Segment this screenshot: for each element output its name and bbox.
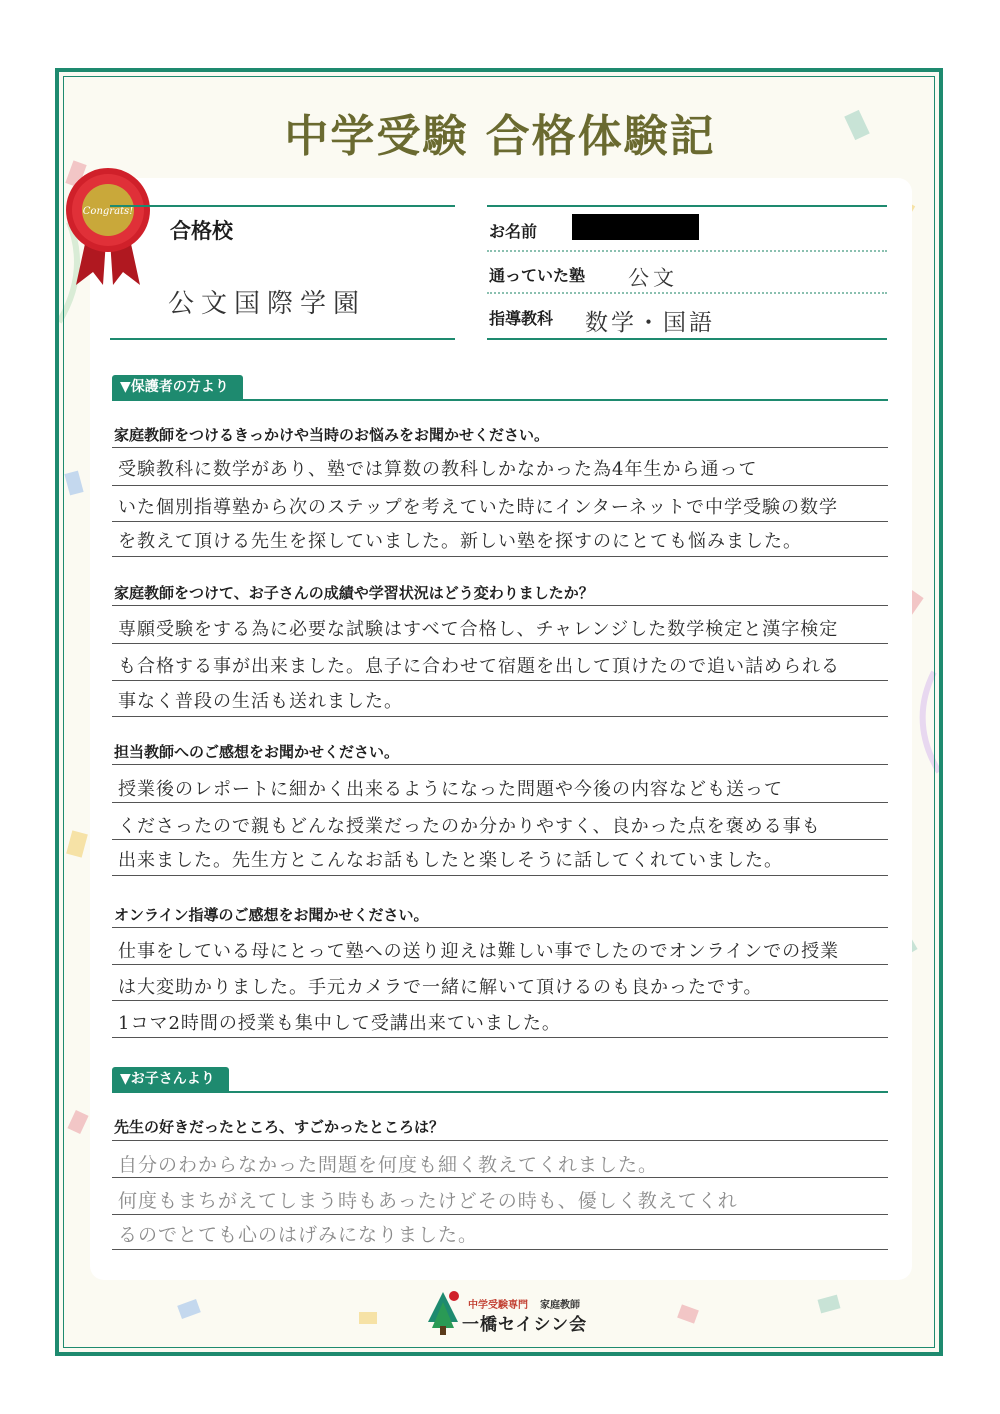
content-card — [90, 178, 912, 1280]
name-label: お名前 — [489, 222, 538, 241]
answer-rule — [112, 1140, 888, 1141]
question-3: 担当教師へのご感想をお聞かせください。 — [114, 743, 400, 761]
answer-rule — [112, 643, 888, 644]
answer-rule — [112, 485, 888, 486]
parent-section-line — [112, 399, 888, 401]
answer-line: 仕事をしている母にとって塾への送り迎えは難しい事でしたのでオンラインでの授業 — [118, 941, 840, 962]
footer-tag-specialty: 中学受験専門 — [468, 1300, 528, 1311]
answer-rule — [112, 839, 888, 840]
rosette-text: Congrats! — [82, 206, 134, 217]
answer-line: 何度もまちがえてしまう時もあったけどその時も、優しく教えてくれ — [118, 1190, 738, 1212]
info-divider-1 — [487, 250, 887, 252]
answer-line: 1コマ2時間の授業も集中して受講出来ていました。 — [118, 1013, 561, 1034]
subject-label: 指導教科 — [489, 309, 554, 328]
page-title: 中学受験 合格体験記 — [284, 111, 716, 162]
answer-rule — [112, 556, 888, 557]
answer-rule — [112, 764, 888, 765]
answer-rule — [112, 1000, 888, 1001]
school-label: 合格校 — [170, 219, 233, 243]
school-value: 公文国際学園 — [168, 289, 367, 319]
rosette-ribbon-icon — [58, 160, 158, 290]
answer-rule — [112, 875, 888, 876]
juku-value: 公文 — [628, 266, 678, 290]
answer-rule — [112, 716, 888, 717]
question-1: 家庭教師をつけるきっかけや当時のお悩みをお聞かせください。 — [114, 426, 550, 444]
answer-line: 事なく普段の生活も送れました。 — [118, 691, 403, 712]
answer-line: 自分のわからなかった問題を何度も細く教えてくれました。 — [118, 1154, 659, 1176]
answer-rule — [112, 802, 888, 803]
footer-brand: 一橋セイシン会 — [462, 1315, 588, 1335]
answer-line: るのでとても心のはげみになりました。 — [118, 1224, 479, 1246]
answer-rule — [112, 1249, 888, 1250]
answer-rule — [112, 605, 888, 606]
info-divider-2 — [487, 292, 887, 294]
answer-line: くださったので親もどんな授業だったのか分かりやすく、良かった点を褒める事も — [118, 816, 821, 837]
answer-rule — [112, 1214, 888, 1215]
name-redaction — [572, 214, 699, 240]
tree-logo-icon — [424, 1288, 462, 1336]
parent-section-header: ▼保護者の方より — [112, 375, 243, 399]
juku-label: 通っていた塾 — [489, 266, 586, 285]
school-divider-top — [110, 205, 455, 207]
answer-line: 出来ました。先生方とこんなお話もしたと楽しそうに話してくれていました。 — [118, 850, 783, 871]
school-divider-bottom — [110, 338, 455, 340]
question-4: オンライン指導のご感想をお聞かせください。 — [114, 906, 429, 924]
answer-line: を教えて頂ける先生を探していました。新しい塾を探すのにとても悩みました。 — [118, 531, 802, 552]
answer-line: は大変助かりました。手元カメラで一緒に解いて頂けるのも良かったです。 — [118, 977, 763, 998]
subject-value: 数学・国語 — [585, 310, 715, 336]
answer-line: 受験教科に数学があり、塾では算数の教科しかなかった為4年生から通って — [118, 459, 758, 480]
answer-rule — [112, 964, 888, 965]
answer-rule — [112, 1037, 888, 1038]
answer-line: 専願受験をする為に必要な試験はすべて合格し、チャレンジした数学検定と漢字検定 — [118, 619, 839, 640]
child-section-header: ▼お子さんより — [112, 1067, 229, 1091]
child-section-line — [112, 1091, 888, 1093]
answer-rule — [112, 927, 888, 928]
answer-rule — [112, 680, 888, 681]
child-question-1: 先生の好きだったところ、すごかったところは？ — [114, 1118, 445, 1136]
info-divider-top — [487, 205, 887, 207]
answer-rule — [112, 521, 888, 522]
info-divider-bottom — [487, 338, 887, 340]
question-2: 家庭教師をつけて、お子さんの成績や学習状況はどう変わりましたか？ — [114, 584, 594, 602]
footer-tag-tutor: 家庭教師 — [540, 1300, 580, 1311]
answer-line: 授業後のレポートに細かく出来るようになった問題や今後の内容なども送って — [118, 779, 783, 800]
answer-rule — [112, 1177, 888, 1178]
answer-rule — [112, 447, 888, 448]
answer-line: いた個別指導塾から次のステップを考えていた時にインターネットで中学受験の数学 — [118, 497, 839, 518]
answer-line: も合格する事が出来ました。息子に合わせて宿題を出して頂けたので追い詰められる — [118, 656, 840, 677]
